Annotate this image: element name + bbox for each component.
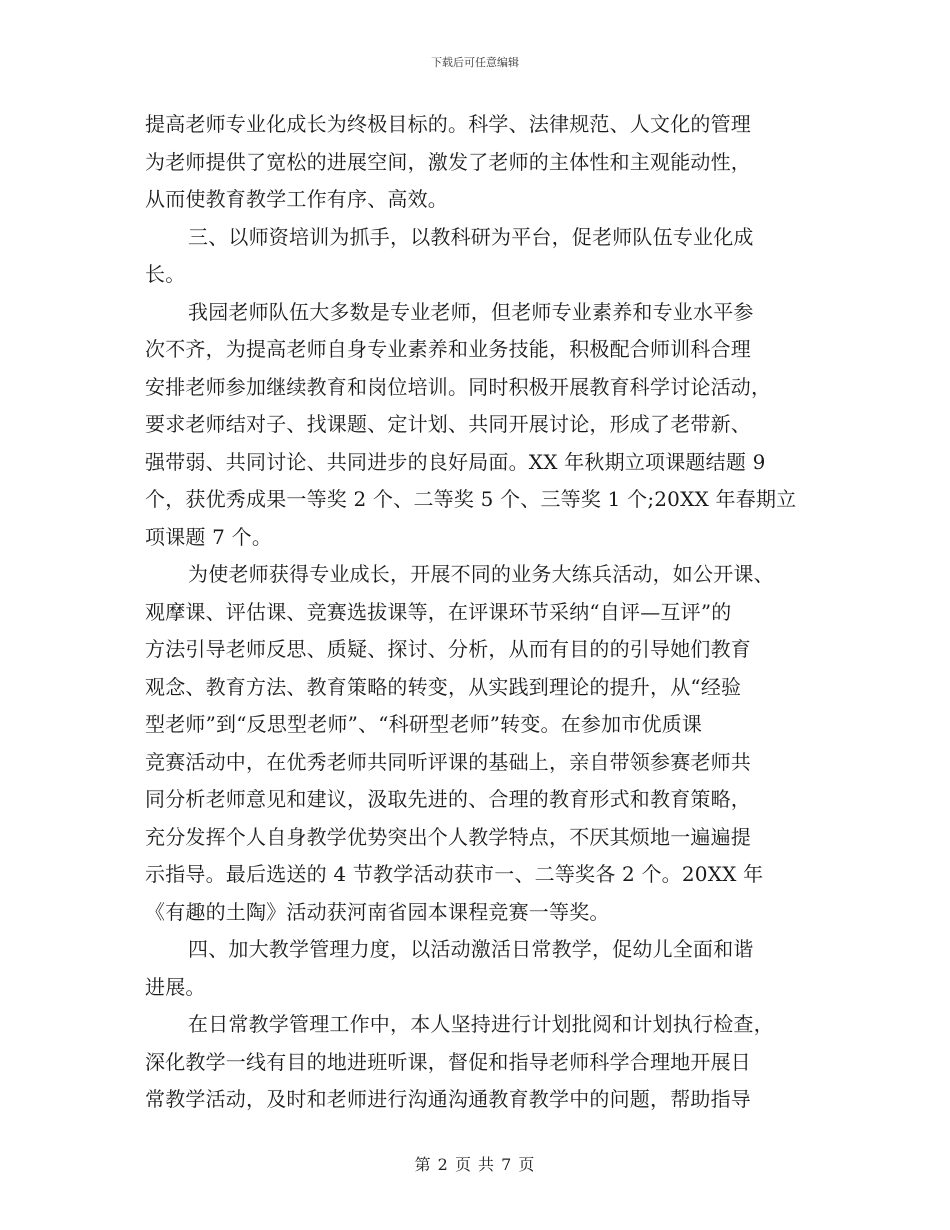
page-header-note: 下载后可任意编辑 bbox=[431, 56, 519, 69]
text-line: 充分发挥个人自身教学优势突出个人教学特点，不厌其烦地一遍遍提 bbox=[145, 824, 751, 849]
text-line: 《有趣的土陶》活动获河南省园本课程竞赛一等奖。 bbox=[145, 899, 610, 924]
text-line: 项课题 7 个。 bbox=[145, 524, 273, 549]
text-line: 我园老师队伍大多数是专业老师，但老师专业素养和专业水平参 bbox=[188, 299, 754, 324]
text-line: 个，获优秀成果一等奖 2 个、二等奖 5 个、三等奖 1 个;20XX 年春期立 bbox=[145, 487, 797, 511]
text-line: 提高老师专业化成长为终极目标的。科学、法律规范、人文化的管理 bbox=[145, 112, 751, 136]
text-line: 长。 bbox=[145, 262, 186, 286]
text-line: 示指导。最后选送的 4 节教学活动获市一、二等奖各 2 个。20XX 年 bbox=[145, 862, 764, 886]
text-line: 要求老师结对子、找课题、定计划、共同开展讨论，形成了老带新、 bbox=[145, 412, 751, 436]
text-line: 为使老师获得专业成长，开展不同的业务大练兵活动，如公开课、 bbox=[188, 562, 774, 586]
page-number: 第 2 页 共 7 页 bbox=[414, 1155, 536, 1174]
text-line: 常教学活动，及时和老师进行沟通沟通教育教学中的问题，帮助指导 bbox=[145, 1087, 751, 1111]
text-line: 竞赛活动中，在优秀老师共同听评课的基础上，亲自带领参赛老师共 bbox=[145, 749, 751, 774]
text-line: 三、以师资培训为抓手，以教科研为平台，促老师队伍专业化成 bbox=[188, 224, 754, 249]
text-line: 四、加大教学管理力度，以活动激活日常教学，促幼儿全面和谐 bbox=[188, 937, 754, 961]
text-line: 次不齐，为提高老师自身专业素养和业务技能，积极配合师训科合理 bbox=[145, 337, 751, 361]
text-line: 从而使教育教学工作有序、高效。 bbox=[145, 187, 448, 211]
document-body bbox=[145, 106, 810, 1119]
text-line: 强带弱、共同讨论、共同进步的良好局面。XX 年秋期立项课题结题 9 bbox=[145, 449, 766, 474]
text-line: 为老师提供了宽松的进展空间，激发了老师的主体性和主观能动性， bbox=[145, 149, 751, 174]
text-line: 方法引导老师反思、质疑、探讨、分析，从而有目的的引导她们教育 bbox=[145, 637, 751, 661]
text-line: 同分析老师意见和建议，汲取先进的、合理的教育形式和教育策略， bbox=[145, 787, 751, 811]
text-line: 观摩课、评估课、竞赛选拔课等，在评课环节采纳“自评—互评”的 bbox=[145, 599, 732, 624]
text-line: 安排老师参加继续教育和岗位培训。同时积极开展教育科学讨论活动， bbox=[145, 374, 772, 399]
text-line: 观念、教育方法、教育策略的转变，从实践到理论的提升，从“经验 bbox=[145, 674, 742, 699]
text-line: 深化教学一线有目的地进班听课，督促和指导老师科学合理地开展日 bbox=[145, 1049, 751, 1074]
text-line: 型老师”到“反思型老师”、“科研型老师”转变。在参加市优质课 bbox=[145, 712, 703, 736]
text-line: 进展。 bbox=[145, 974, 206, 999]
text-line: 在日常教学管理工作中，本人坚持进行计划批阅和计划执行检查， bbox=[188, 1012, 774, 1036]
